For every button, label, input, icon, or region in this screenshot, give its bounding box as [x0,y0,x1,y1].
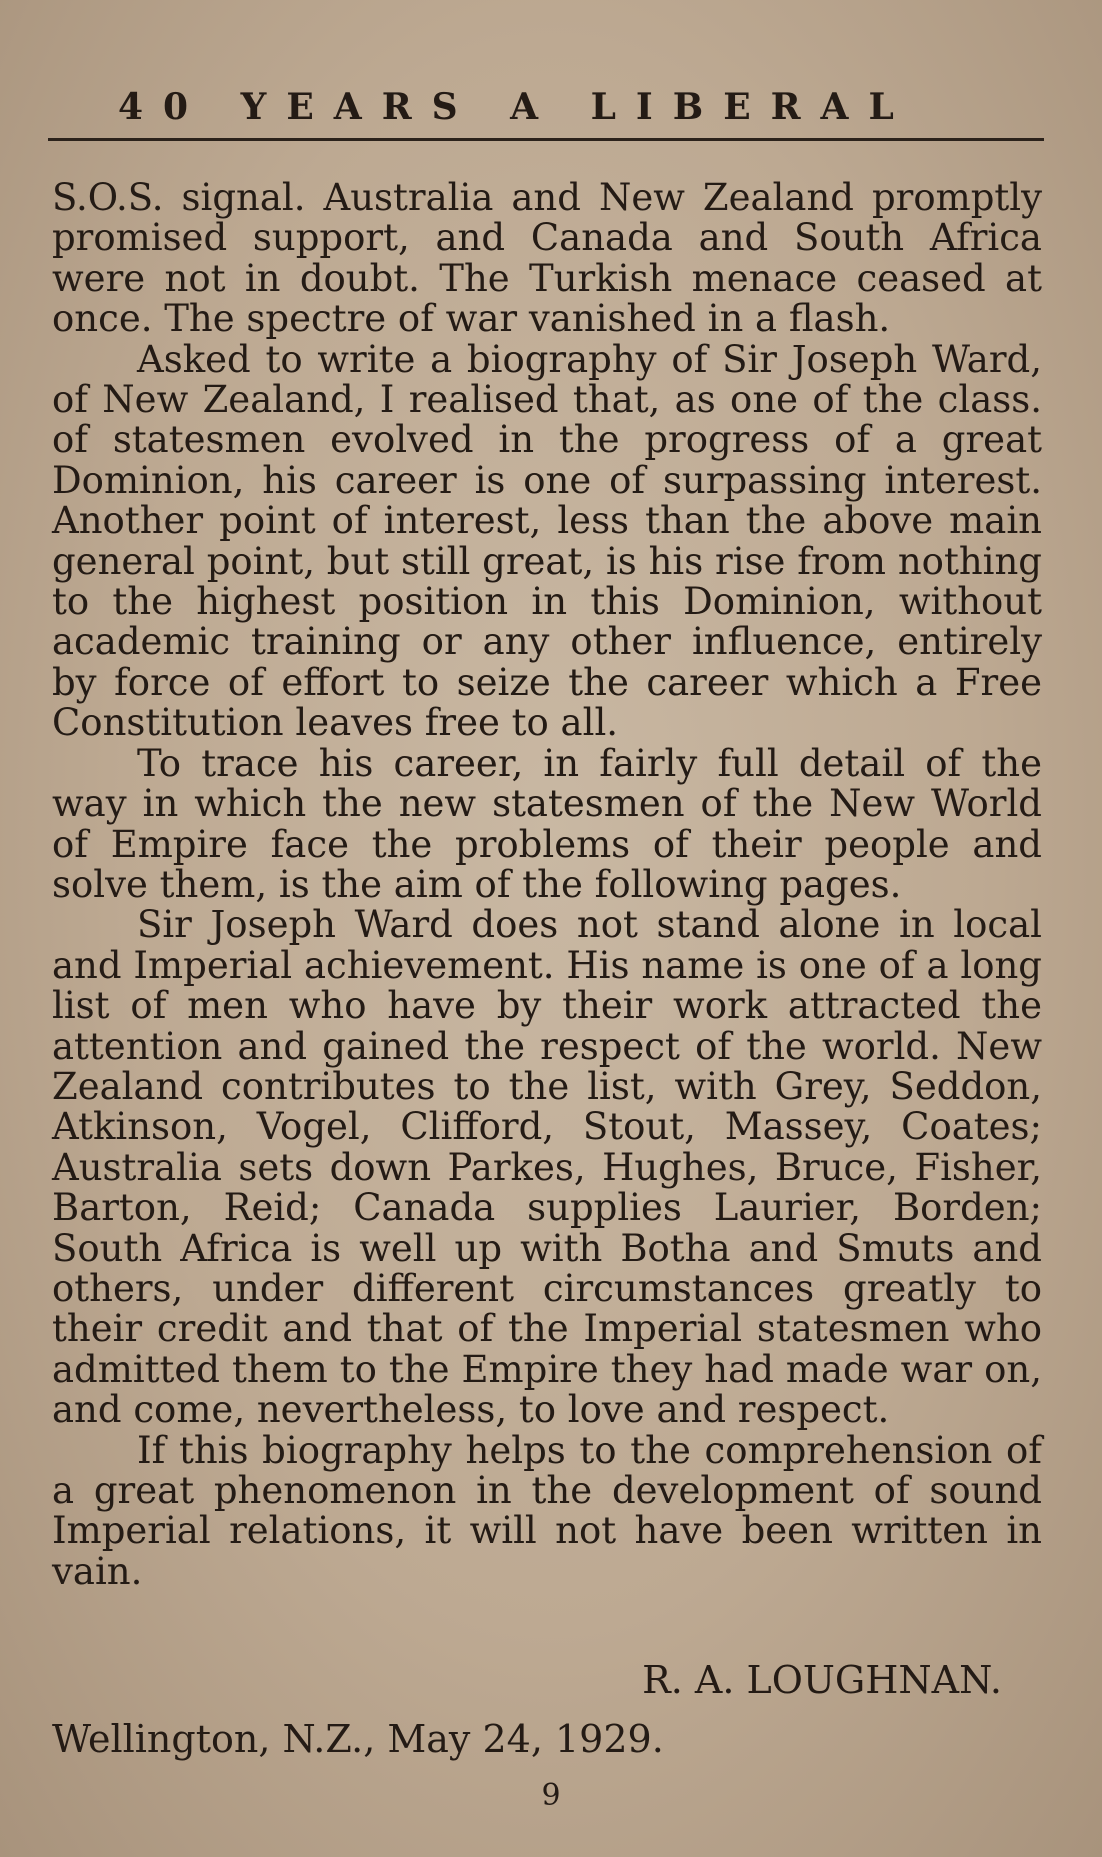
author-signature: R. A. LOUGHNAN. [642,1658,1002,1702]
paragraph-biography-intro: Asked to write a biography of Sir Joseph Ward, of New Zealand, I realised that, as one of the class. of statesmen evolved in the progress of a great Dominion, his career is one of surpassing interest. Another point of interest, less than the above main general point, but still great, is his rise from nothing to the highest position in this Dominion, without academic training or any other influence, entirely by force of effort to seize the career which a Free Constitution leaves free to all. [52,337,1042,745]
page-number: 9 [541,1778,561,1813]
paragraph-aim: To trace his career, in fairly full detail of the way in which the new statesmen of the New World of Empire face the problems of their people and solve them, is the aim of the following pages. [52,741,1042,906]
running-head: 40 YEARS A LIBERAL [118,86,914,128]
dateline: Wellington, N.Z., May 24, 1929. [52,1717,664,1761]
header-rule [48,138,1044,141]
paragraph-continuation: S.O.S. signal. Australia and New Zealand promptly promised support, and Canada and South Africa were not in doubt. The Turkish menace ceased at once. The spectre of war vanished in a flash. [52,176,1042,341]
paragraph-statesmen: Sir Joseph Ward does not stand alone in local and Imperial achievement. His name is one of a long list of men who have by their work attracted the attention and gained the respect of the world. New Zealand contributes to the list, with Grey, Seddon, Atkinson, Vogel, Clifford, Stout, Massey, Coates; Australia sets down Parkes, Hughes, Bruce, Fisher, Barton, Reid; Canada supplies Laurier, Borden; South Africa is well up with Botha and Smuts and others, under different circumstances greatly to their credit and that of the Imperial statesmen who admitted them to the Empire they had made war on, and come, nevertheless, to love and respect. [52,903,1042,1432]
body-text [52,178,1042,1592]
paragraph-conclusion: If this biography helps to the comprehension of a great phenomenon in the development of sound Imperial relations, it will not have been written in vain. [52,1428,1042,1593]
